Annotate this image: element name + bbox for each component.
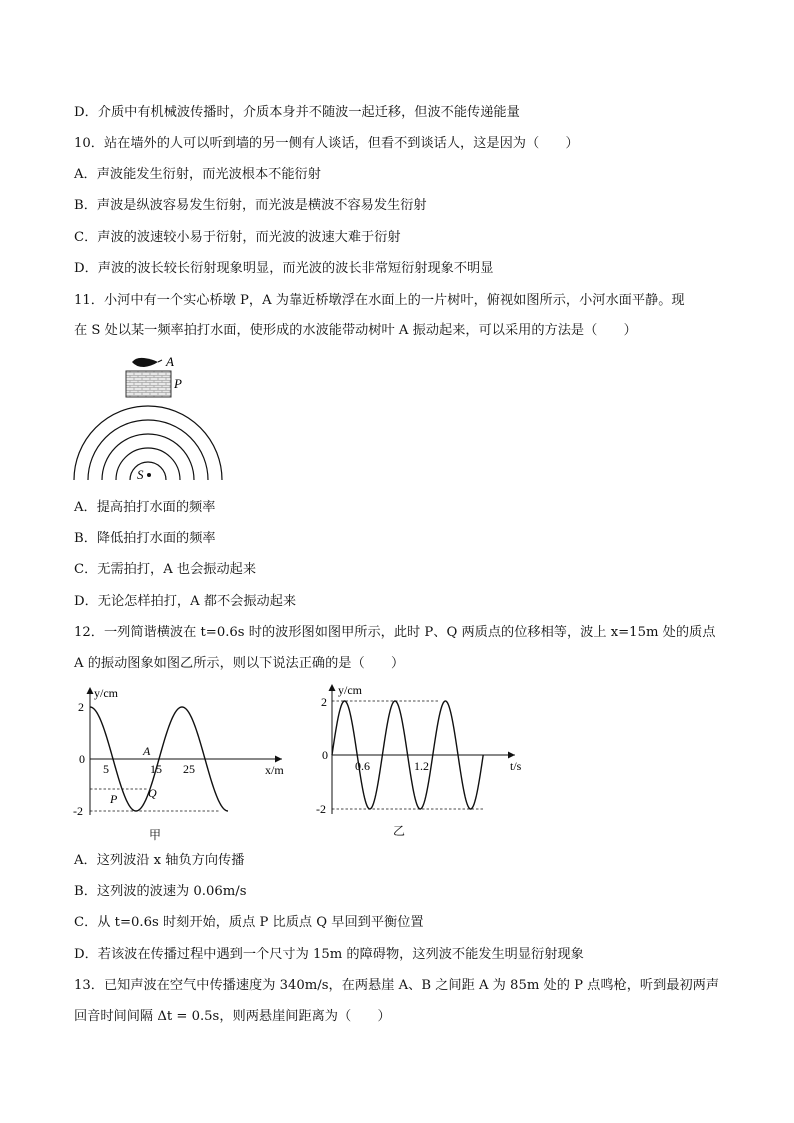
t-tick-0-6: 0.6 xyxy=(355,759,370,773)
point-p-label: P xyxy=(110,792,118,806)
q11-stem-line2: 在 S 处以某一频率拍打水面，使形成的水波能带动树叶 A 振动起来，可以采用的方法是（ ） xyxy=(74,323,637,338)
q12-option-c: C．从 t=0.6s 时刻开始，质点 P 比质点 Q 早回到平衡位置 xyxy=(74,915,424,930)
point-a-label: A xyxy=(143,744,151,758)
source-point xyxy=(147,473,151,477)
q11-figure xyxy=(70,350,240,485)
x-tick-25: 25 xyxy=(183,762,195,776)
q12-option-d: D．若该波在传播过程中遇到一个尺寸为 15m 的障碍物，这列波不能发生明显衍射现象 xyxy=(74,947,584,962)
q13-stem-line2: 回音时间间隔 Δt = 0.5s，则两悬崖间距离为（ ） xyxy=(74,1009,391,1024)
label-p: P xyxy=(174,376,182,391)
point-q-label: Q xyxy=(148,786,157,800)
q11-option-a: A．提高拍打水面的频率 xyxy=(74,500,216,515)
y-tick-minus-2: -2 xyxy=(73,804,83,818)
vibration-graph-yi xyxy=(310,680,525,820)
q11-stem-line1: 11．小河中有一个实心桥墩 P，A 为靠近桥墩浮在水面上的一片树叶，俯视如图所示，小河水面平静。现 xyxy=(74,293,685,308)
label-a: A xyxy=(166,354,174,369)
wave-graph-jia-svg xyxy=(70,683,300,833)
t-axis-arrow xyxy=(508,752,515,759)
q10-stem: 10．站在墙外的人可以听到墙的另一侧有人谈话，但看不到谈话人，这是因为（ ） xyxy=(74,136,579,151)
q13-stem-line1: 13．已知声波在空气中传播速度为 340m/s，在两悬崖 A、B 之间距 A 为 85m 处的 P 点鸣枪，听到最初两声 xyxy=(74,978,720,993)
y-axis-label: y/cm xyxy=(338,683,362,697)
t-axis-label: t/s xyxy=(510,759,522,773)
q12-stem-line2: A 的振动图象如图乙所示，则以下说法正确的是（ ） xyxy=(74,656,405,671)
t-tick-1-2: 1.2 xyxy=(414,759,429,773)
q9-option-d: D．介质中有机械波传播时，介质本身并不随波一起迁移，但波不能传递能量 xyxy=(74,105,520,120)
y-tick-0: 0 xyxy=(322,748,328,762)
q12-option-a: A．这列波沿 x 轴负方向传播 xyxy=(74,853,245,868)
q10-option-d: D．声波的波长较长衍射现象明显，而光波的波长非常短衍射现象不明显 xyxy=(74,261,494,276)
y-tick-2: 2 xyxy=(321,695,327,709)
wave-graph-jia xyxy=(70,683,300,833)
label-s: S xyxy=(137,467,144,482)
y-axis-arrow xyxy=(329,684,336,691)
q12-option-b: B．这列波的波速为 0.06m/s xyxy=(74,884,247,899)
y-tick-2: 2 xyxy=(78,700,84,714)
y-axis-label: y/cm xyxy=(94,686,118,700)
q12-stem-line1: 12．一列简谐横波在 t=0.6s 时的波形图如图甲所示，此时 P、Q 两质点的位移相等，波上 x=15m 处的质点 xyxy=(74,625,716,640)
ripple-arcs xyxy=(74,406,222,480)
caption-jia: 甲 xyxy=(149,828,162,842)
q11-option-b: B．降低拍打水面的频率 xyxy=(74,531,216,546)
leaf-icon xyxy=(132,358,162,367)
x-axis-label: x/m xyxy=(265,763,284,777)
y-tick-minus-2: -2 xyxy=(316,802,326,816)
q10-option-b: B．声波是纵波容易发生衍射，而光波是横波不容易发生衍射 xyxy=(74,198,427,213)
x-tick-5: 5 xyxy=(103,762,109,776)
x-axis-arrow xyxy=(275,756,282,763)
caption-yi: 乙 xyxy=(393,824,406,838)
q10-option-a: A．声波能发生衍射，而光波根本不能衍射 xyxy=(74,167,321,182)
q11-option-c: C．无需拍打，A 也会振动起来 xyxy=(74,562,257,577)
pier-p xyxy=(126,371,171,397)
y-axis-arrow xyxy=(87,687,94,694)
y-tick-0: 0 xyxy=(79,752,85,766)
vibration-graph-yi-svg xyxy=(310,680,525,820)
q11-option-d: D．无论怎样拍打，A 都不会振动起来 xyxy=(74,594,297,609)
q10-option-c: C．声波的波速较小易于衍射，而光波的波速大难于衍射 xyxy=(74,230,401,245)
x-tick-15: 15 xyxy=(150,762,162,776)
pier-ripple-diagram xyxy=(70,350,240,485)
